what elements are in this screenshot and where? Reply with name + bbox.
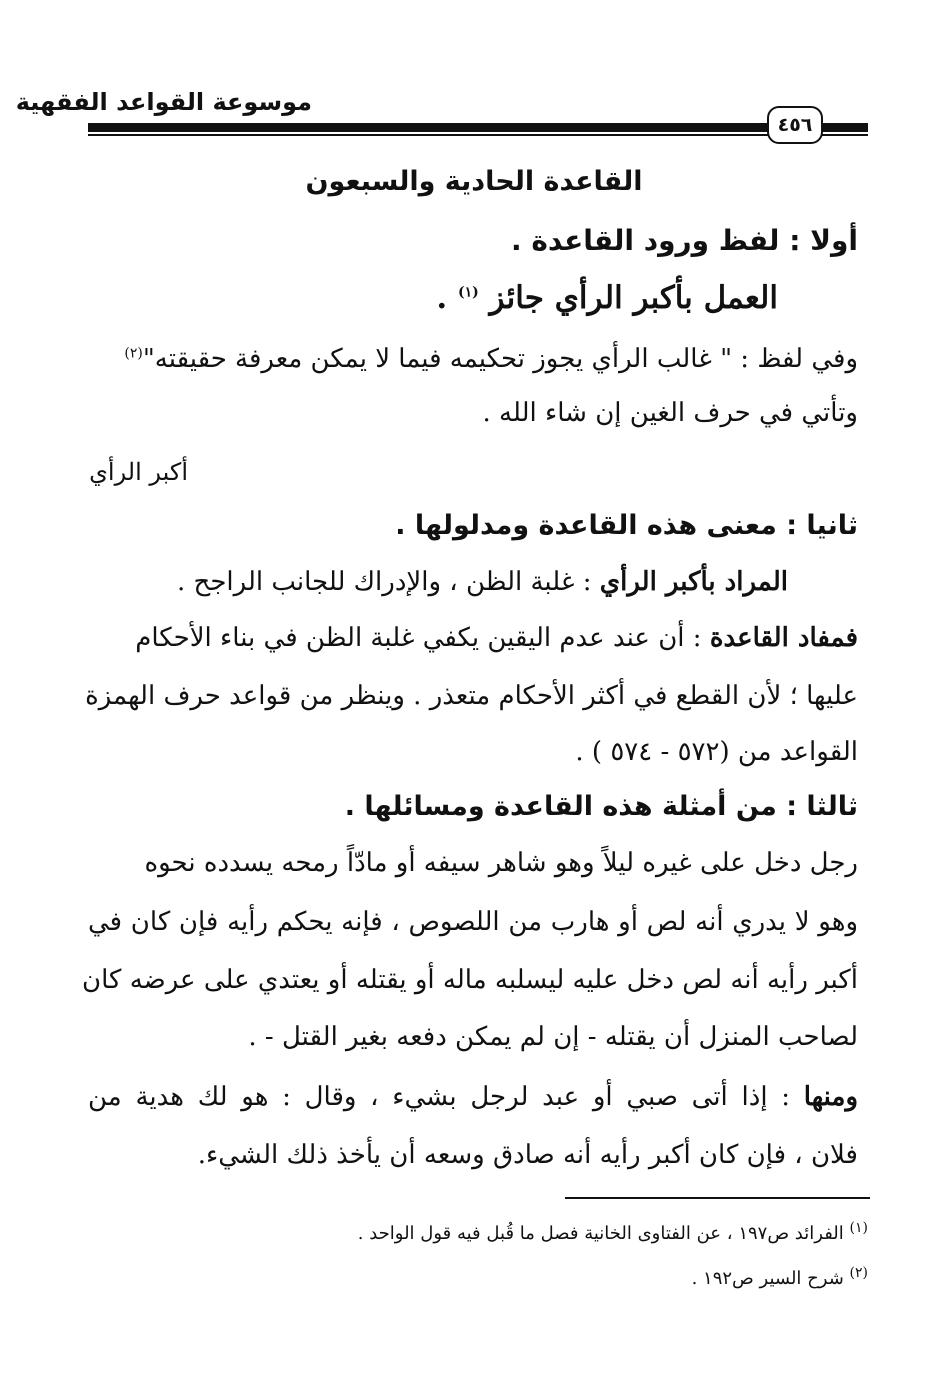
header-rule-thin (88, 134, 868, 136)
footnote-ref-1: (١) (457, 284, 479, 301)
example2-text: : إذا أتى صبي أو عبد لرجل بشيء ، وقال : هو لك هدية من (88, 1082, 791, 1112)
book-title: موسوعة القواعد الفقهية (15, 88, 312, 116)
example1-line-2: وهو لا يدري أنه لص أو هارب من اللصوص ، فإنه يحكم رأيه فإن كان في (88, 907, 858, 937)
meaning-text: : غلبة الظن ، والإدراك للجانب الراجح . (177, 567, 592, 597)
footnote-2 (692, 1265, 868, 1289)
example2-line-1 (88, 1082, 858, 1112)
benefit-line-2: عليها ؛ لأن القطع في أكثر الأحكام متعذر . وينظر من قواعد حرف الهمزة (85, 681, 858, 711)
section-heading-2: ثانيا : معنى هذه القاعدة ومدلولها . (395, 510, 858, 541)
footnote-1-ref: (١) (849, 1220, 868, 1236)
variant-line (124, 344, 858, 374)
example2-line-2: فلان ، فإن كان أكبر رأيه أنه صادق وسعه أن يأخذ ذلك الشيء. (197, 1140, 858, 1170)
example1-line-3: أكبر رأيه أنه لص دخل عليه ليسلبه ماله أو يقتله أو يعتدي على عرضه كان (82, 965, 858, 995)
meaning-paragraph (177, 567, 788, 597)
example1-line-1: رجل دخل على غيره ليلاً وهو شاهر سيفه أو مادّاً رمحه يسدده نحوه (144, 848, 858, 878)
section-heading-3: ثالثا : من أمثلة هذه القاعدة ومسائلها . (344, 791, 858, 822)
page-number: ٤٥٦ (767, 106, 823, 144)
rule-text: العمل بأكبر الرأي جائز (489, 280, 778, 316)
rule-end: . (436, 280, 448, 316)
rule-heading: القاعدة الحادية والسبعون (305, 166, 643, 197)
variant-followup: وتأتي في حرف الغين إن شاء الله . (482, 398, 858, 428)
benefit-line-1 (135, 623, 858, 653)
footnote-ref-2: (٢) (124, 345, 143, 362)
rule-statement (436, 280, 778, 316)
footnote-2-text: شرح السير ص١٩٢ . (691, 1268, 844, 1289)
benefit-line-3: القواعد من (٥٧٢ - ٥٧٤ ) . (575, 737, 858, 767)
section-heading-1: أولا : لفظ ورود القاعدة . (511, 224, 858, 257)
footnote-1-text: الفرائد ص١٩٧ ، عن الفتاوى الخانية فصل ما قُبل فيه قول الواحد . (357, 1223, 844, 1244)
benefit-label: فمفاد القاعدة (709, 623, 858, 653)
benefit-text: : أن عند عدم اليقين يكفي غلبة الظن في بناء الأحكام (135, 623, 702, 653)
keyword-label: أكبر الرأي (89, 458, 188, 486)
header-rule (88, 123, 868, 132)
example1-line-4: لصاحب المنزل أن يقتله - إن لم يمكن دفعه بغير القتل - . (248, 1022, 858, 1052)
example2-label: ومنها (803, 1082, 858, 1112)
footnote-2-ref: (٢) (849, 1265, 868, 1281)
footnote-separator (565, 1197, 870, 1199)
footnote-1 (358, 1220, 868, 1244)
meaning-label: المراد بأكبر الرأي (599, 567, 788, 597)
variant-text: وفي لفظ : " غالب الرأي يجوز تحكيمه فيما لا يمكن معرفة حقيقته" (142, 344, 858, 374)
